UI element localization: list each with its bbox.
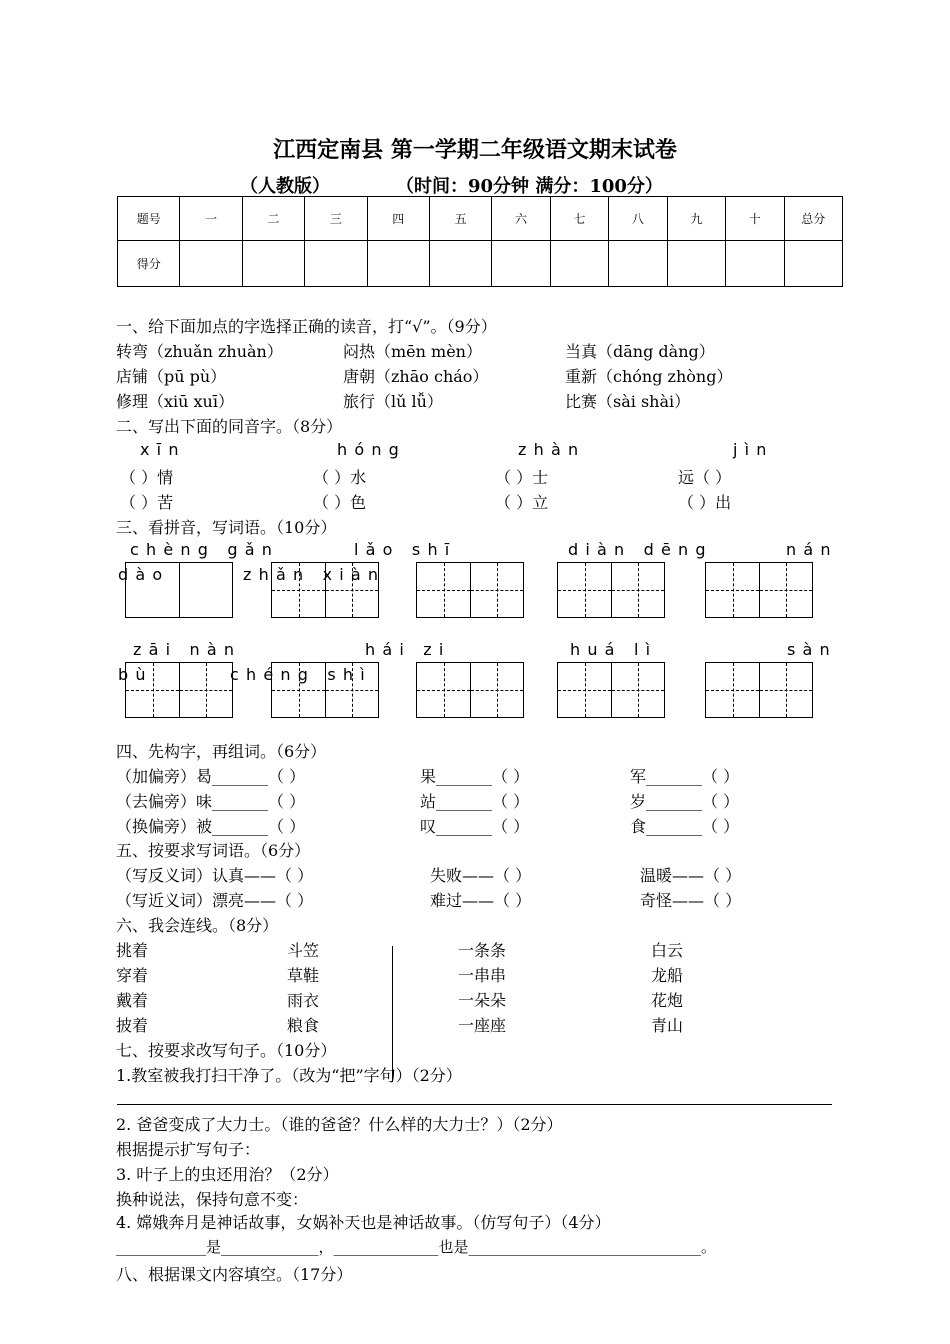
word-item[interactable]: 温暖——（ ）: [640, 866, 742, 885]
match-item[interactable]: 挑着: [116, 941, 149, 960]
compose-item[interactable]: （加偏旁）曷_______（ ）: [116, 767, 306, 786]
word-item[interactable]: 失败——（ ）: [430, 866, 532, 885]
section-8-heading: 八、根据课文内容填空。（17分）: [116, 1265, 353, 1284]
word-item[interactable]: 难过——（ ）: [430, 891, 532, 910]
writing-grid[interactable]: [416, 662, 524, 718]
match-item[interactable]: 花炮: [651, 991, 684, 1010]
compose-item[interactable]: （去偏旁）味_______（ ）: [116, 792, 306, 811]
section-1-heading: 一、给下面加点的字选择正确的读音，打“√”。（9分）: [116, 317, 497, 336]
compose-item[interactable]: 食_______（ ）: [630, 817, 740, 836]
section-3-heading: 三、看拼音，写词语。（10分）: [116, 518, 337, 537]
reading-item: 修理（xiū xuī）: [116, 392, 234, 411]
score-input-cell[interactable]: [784, 241, 842, 287]
match-item[interactable]: 草鞋: [287, 966, 320, 985]
divider-line: [392, 946, 393, 1082]
pinyin-label: huá lì: [570, 640, 658, 659]
score-table-header-row: [118, 197, 843, 241]
question-text: 4. 嫦娥奔月是神话故事，女娲补天也是神话故事。（仿写句子）（4分）: [116, 1213, 611, 1232]
match-item[interactable]: 一串串: [458, 966, 507, 985]
compose-item[interactable]: 军_______（ ）: [630, 767, 740, 786]
table-cell: 三: [305, 197, 367, 241]
compose-item[interactable]: 岁_______（ ）: [630, 792, 740, 811]
section-2-heading: 二、写出下面的同音字。（8分）: [116, 417, 343, 436]
match-item[interactable]: 披着: [116, 1016, 149, 1035]
match-item[interactable]: 一条条: [458, 941, 507, 960]
match-item[interactable]: 一座座: [458, 1016, 507, 1035]
writing-grid[interactable]: [416, 562, 524, 618]
table-cell: 八: [609, 197, 667, 241]
pinyin-label: zāi nàn: [133, 640, 242, 659]
homophone-blank[interactable]: 远（ ）: [678, 468, 732, 487]
score-table: [117, 196, 843, 287]
pinyin-label: hóng: [337, 440, 407, 459]
score-table-score-row: [118, 241, 843, 287]
match-item[interactable]: 雨衣: [287, 991, 320, 1010]
table-cell: 四: [367, 197, 429, 241]
pinyin-label: hái zi: [365, 640, 451, 659]
reading-item: 店铺（pū pù）: [116, 367, 227, 386]
writing-grid[interactable]: [705, 562, 813, 618]
score-input-cell[interactable]: [609, 241, 667, 287]
table-cell: 得分: [118, 241, 180, 287]
reading-item: 唐朝（zhāo cháo）: [343, 367, 489, 386]
compose-item[interactable]: 叹_______（ ）: [420, 817, 530, 836]
section-4-heading: 四、先构字，再组词。（6分）: [116, 742, 327, 761]
section-6-heading: 六、我会连线。（8分）: [116, 916, 279, 935]
match-item[interactable]: 一朵朵: [458, 991, 507, 1010]
pinyin-label: bù: [118, 665, 153, 684]
reading-item: 当真（dāng dàng）: [565, 342, 715, 361]
pinyin-label: jìn: [733, 440, 774, 459]
question-hint: 根据提示扩写句子：: [116, 1140, 261, 1159]
reading-item: 旅行（lǔ lǚ）: [343, 392, 443, 411]
writing-grid[interactable]: [705, 662, 813, 718]
question-text: 1.教室被我打扫干净了。（改为“把”字句）（2分）: [116, 1066, 462, 1085]
match-item[interactable]: 龙船: [651, 966, 684, 985]
score-input-cell[interactable]: [367, 241, 429, 287]
reading-item: 比赛（sài shài）: [565, 392, 691, 411]
match-item[interactable]: 戴着: [116, 991, 149, 1010]
match-item[interactable]: 青山: [651, 1016, 684, 1035]
question-text: 3. 叶子上的虫还用治？（2分）: [116, 1165, 339, 1184]
match-item[interactable]: 粮食: [287, 1016, 320, 1035]
score-input-cell[interactable]: [492, 241, 550, 287]
pinyin-label: xīn: [140, 440, 186, 459]
homophone-blank[interactable]: （ ）苦: [120, 493, 174, 512]
pinyin-label: zhǎn xiàn: [243, 565, 386, 584]
pinyin-label: nán: [786, 540, 838, 559]
writing-grid[interactable]: [557, 662, 665, 718]
reading-item: 重新（chóng zhòng）: [565, 367, 733, 386]
pinyin-label: diàn dēng: [568, 540, 713, 559]
compose-item[interactable]: 果_______（ ）: [420, 767, 530, 786]
table-cell: 七: [550, 197, 608, 241]
question-hint: 换种说法，保持句意不变：: [116, 1190, 309, 1209]
imitation-fill-line[interactable]: ____________是_____________，______________也是_______________________________。: [116, 1238, 717, 1256]
match-item[interactable]: 穿着: [116, 966, 149, 985]
word-item[interactable]: 奇怪——（ ）: [640, 891, 742, 910]
pinyin-label: dào: [118, 565, 170, 584]
section-5-heading: 五、按要求写词语。（6分）: [116, 841, 311, 860]
compose-item[interactable]: （换偏旁）被_______（ ）: [116, 817, 306, 836]
pinyin-label: chèng gǎn: [130, 540, 280, 559]
word-item[interactable]: （写反义词）认真——（ ）: [116, 866, 314, 885]
pinyin-label: zhàn: [518, 440, 586, 459]
pinyin-label: chéng shì: [230, 665, 372, 684]
answer-line[interactable]: [117, 1104, 832, 1105]
table-cell: 二: [242, 197, 304, 241]
score-input-cell[interactable]: [667, 241, 725, 287]
writing-grid[interactable]: [557, 562, 665, 618]
section-7-heading: 七、按要求改写句子。（10分）: [116, 1041, 337, 1060]
match-item[interactable]: 白云: [651, 941, 684, 960]
homophone-blank[interactable]: （ ）情: [120, 468, 174, 487]
score-input-cell[interactable]: [242, 241, 304, 287]
word-item[interactable]: （写近义词）漂亮——（ ）: [116, 891, 314, 910]
reading-item: 闷热（mēn mèn）: [343, 342, 482, 361]
reading-item: 转弯（zhuǎn zhuàn）: [116, 342, 283, 361]
homophone-blank[interactable]: （ ）水: [313, 468, 367, 487]
page-title: 江西定南县 第一学期二年级语文期末试卷: [273, 137, 677, 163]
table-cell: 六: [492, 197, 550, 241]
table-cell: 题号: [118, 197, 180, 241]
exam-info: （时间：90分钟 满分：100分）: [396, 176, 663, 197]
homophone-blank[interactable]: （ ）出: [678, 493, 732, 512]
compose-item[interactable]: 站_______（ ）: [420, 792, 530, 811]
homophone-blank[interactable]: （ ）士: [495, 468, 549, 487]
pinyin-label: lǎo shī: [354, 540, 457, 559]
score-input-cell[interactable]: [550, 241, 608, 287]
pinyin-label: sàn: [787, 640, 837, 659]
score-input-cell[interactable]: [305, 241, 367, 287]
table-cell: 一: [180, 197, 242, 241]
table-cell: 五: [429, 197, 491, 241]
table-cell: 十: [726, 197, 784, 241]
edition-label: （人教版）: [240, 176, 330, 197]
question-text: 2. 爸爸变成了大力士。（谁的爸爸？什么样的大力士？）（2分）: [116, 1115, 563, 1134]
score-input-cell[interactable]: [429, 241, 491, 287]
match-item[interactable]: 斗笠: [287, 941, 320, 960]
table-cell: 总分: [784, 197, 842, 241]
score-input-cell[interactable]: [726, 241, 784, 287]
table-cell: 九: [667, 197, 725, 241]
score-input-cell[interactable]: [180, 241, 242, 287]
homophone-blank[interactable]: （ ）色: [313, 493, 367, 512]
homophone-blank[interactable]: （ ）立: [495, 493, 549, 512]
